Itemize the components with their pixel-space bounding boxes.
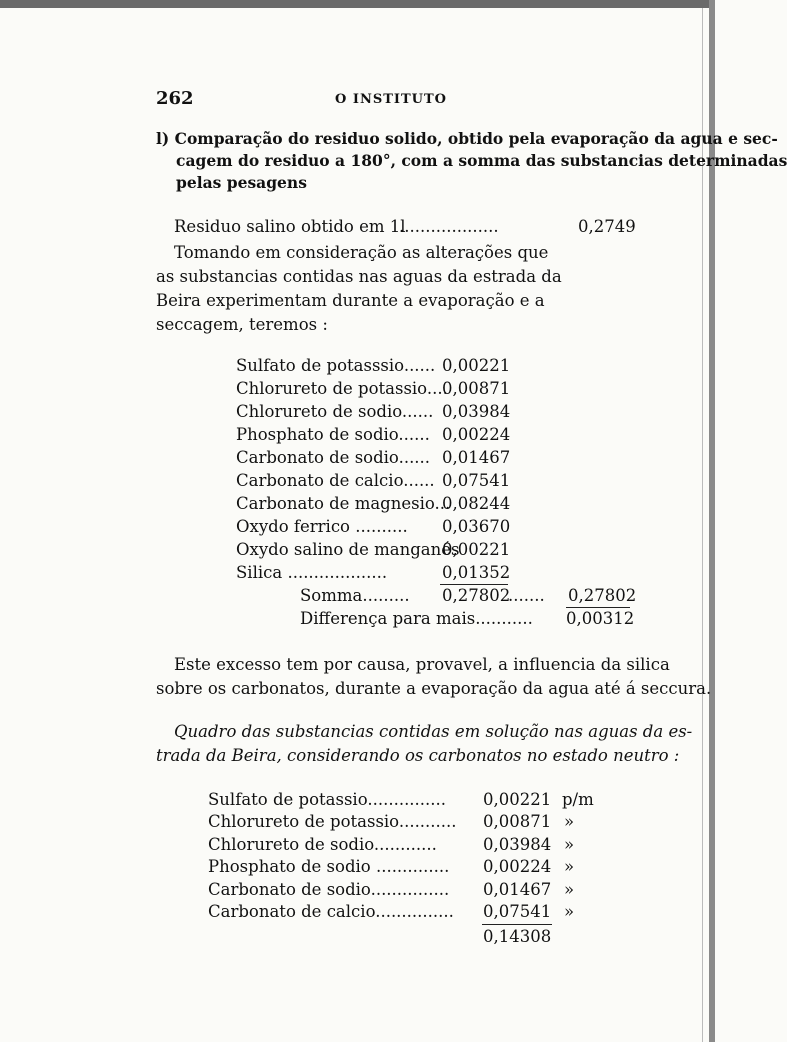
substance-value: 0,00224 [442,425,511,444]
residue-value: 0,2749 [578,217,636,236]
table2-total-row [483,927,583,949]
page-header [156,88,626,112]
table2-row [208,902,608,924]
substance-value: 0,03670 [442,517,511,536]
substance-value: 0,00221 [442,540,511,559]
substance-value: 0,07541 [483,902,552,921]
paragraph-evaporation [156,241,642,337]
unit-label: p/m [562,790,594,809]
residue-line [174,217,642,239]
table2-row [208,835,608,857]
substance-name: Sulfato de potasssio...... [236,356,436,375]
residue-dots: ................... [399,217,499,236]
ditto-mark: » [564,812,575,831]
ditto-mark: » [564,835,575,854]
table2-row [208,880,608,902]
ditto-mark: » [564,857,575,876]
substance-name: Chlorureto de potassio.... [236,379,448,398]
substance-name: Carbonato de calcio............... [208,902,454,921]
paragraph-line: Tomando em consideração as alterações que [174,243,549,262]
substance-value: 0,08244 [442,494,511,513]
section-l-line: l) Comparação do residuo solido, obtido pela evaporação da agua e sec- [156,129,778,148]
substance-name: Phosphato de sodio .............. [208,857,450,876]
substance-name: Chlorureto de sodio...... [236,402,434,421]
table1-row [236,517,516,539]
page-number: 262 [156,88,194,109]
paragraph-line: Este excesso tem por causa, provavel, a influencia da silica [174,655,670,674]
table1-row [236,379,516,401]
table1-row [236,540,516,562]
substance-name: Carbonato de sodio............... [208,880,450,899]
somma-total: 0,27802 [568,586,637,605]
substance-name: Carbonato de sodio...... [236,448,431,467]
somma-value: 0,27802 [442,586,511,605]
table2-total: 0,14308 [483,927,552,946]
difference-rule [566,607,630,608]
table2-row [208,857,608,879]
quadro-title-line: trada da Beira, considerando os carbonatos no estado neutro : [156,746,680,765]
substance-value: 0,00221 [483,790,552,809]
paragraph-line: seccagem, teremos : [156,315,328,334]
substance-name: Oxydo salino de manganés [236,540,460,559]
section-l-line: pelas pesagens [176,173,307,192]
substance-name: Chlorureto de sodio............ [208,835,437,854]
total-rule [482,924,552,925]
table1-row [236,448,516,470]
section-l-heading [156,128,787,194]
substance-name: Silica ................... [236,563,388,582]
substance-value: 0,01467 [442,448,511,467]
table1-row [236,471,516,493]
sum-rule [440,584,508,585]
paragraph-line: sobre os carbonatos, durante a evaporação da agua até á seccura. [156,679,712,698]
substance-name: Sulfato de potassio............... [208,790,447,809]
paragraph-line: as substancias contidas nas aguas da estrada da [156,267,562,286]
section-l-line: cagem do residuo a 180°, com a somma das substancias determinadas [176,151,787,170]
quadro-title-line: Quadro das substancias contidas em solução nas aguas da es- [174,722,693,741]
table2-row [208,812,608,834]
substance-value: 0,03984 [442,402,511,421]
substance-value: 0,00871 [442,379,511,398]
substance-value: 0,01467 [483,880,552,899]
quadro-title [156,720,693,768]
table1-row [236,425,516,447]
substance-value: 0,00224 [483,857,552,876]
substance-name: Carbonato de magnesio... [236,494,451,513]
table2-row [208,790,608,812]
substance-name: Carbonato de calcio...... [236,471,435,490]
somma-row [300,586,640,608]
somma-label: Somma......... [300,586,410,605]
substance-name: Phosphato de sodio...... [236,425,430,444]
table1-row [236,402,516,424]
substance-value: 0,00871 [483,812,552,831]
substance-value: 0,00221 [442,356,511,375]
paragraph-line: Beira experimentam durante a evaporação e a [156,291,545,310]
paragraph-excess [156,653,712,701]
substance-value: 0,03984 [483,835,552,854]
somma-dots: ....... [508,586,545,605]
substance-value: 0,07541 [442,471,511,490]
difference-label: Differença para mais........... [300,609,533,628]
table1-row [236,356,516,378]
ditto-mark: » [564,902,575,921]
ditto-mark: » [564,880,575,899]
residue-label: Residuo salino obtido em 1l [174,217,406,236]
table1-row [236,494,516,516]
table1-row [236,563,516,585]
difference-value: 0,00312 [566,609,635,628]
substance-value: 0,01352 [442,563,511,582]
running-title: O INSTITUTO [335,92,447,107]
substance-name: Chlorureto de potassio........... [208,812,457,831]
difference-row [300,609,640,631]
substance-name: Oxydo ferrico .......... [236,517,408,536]
